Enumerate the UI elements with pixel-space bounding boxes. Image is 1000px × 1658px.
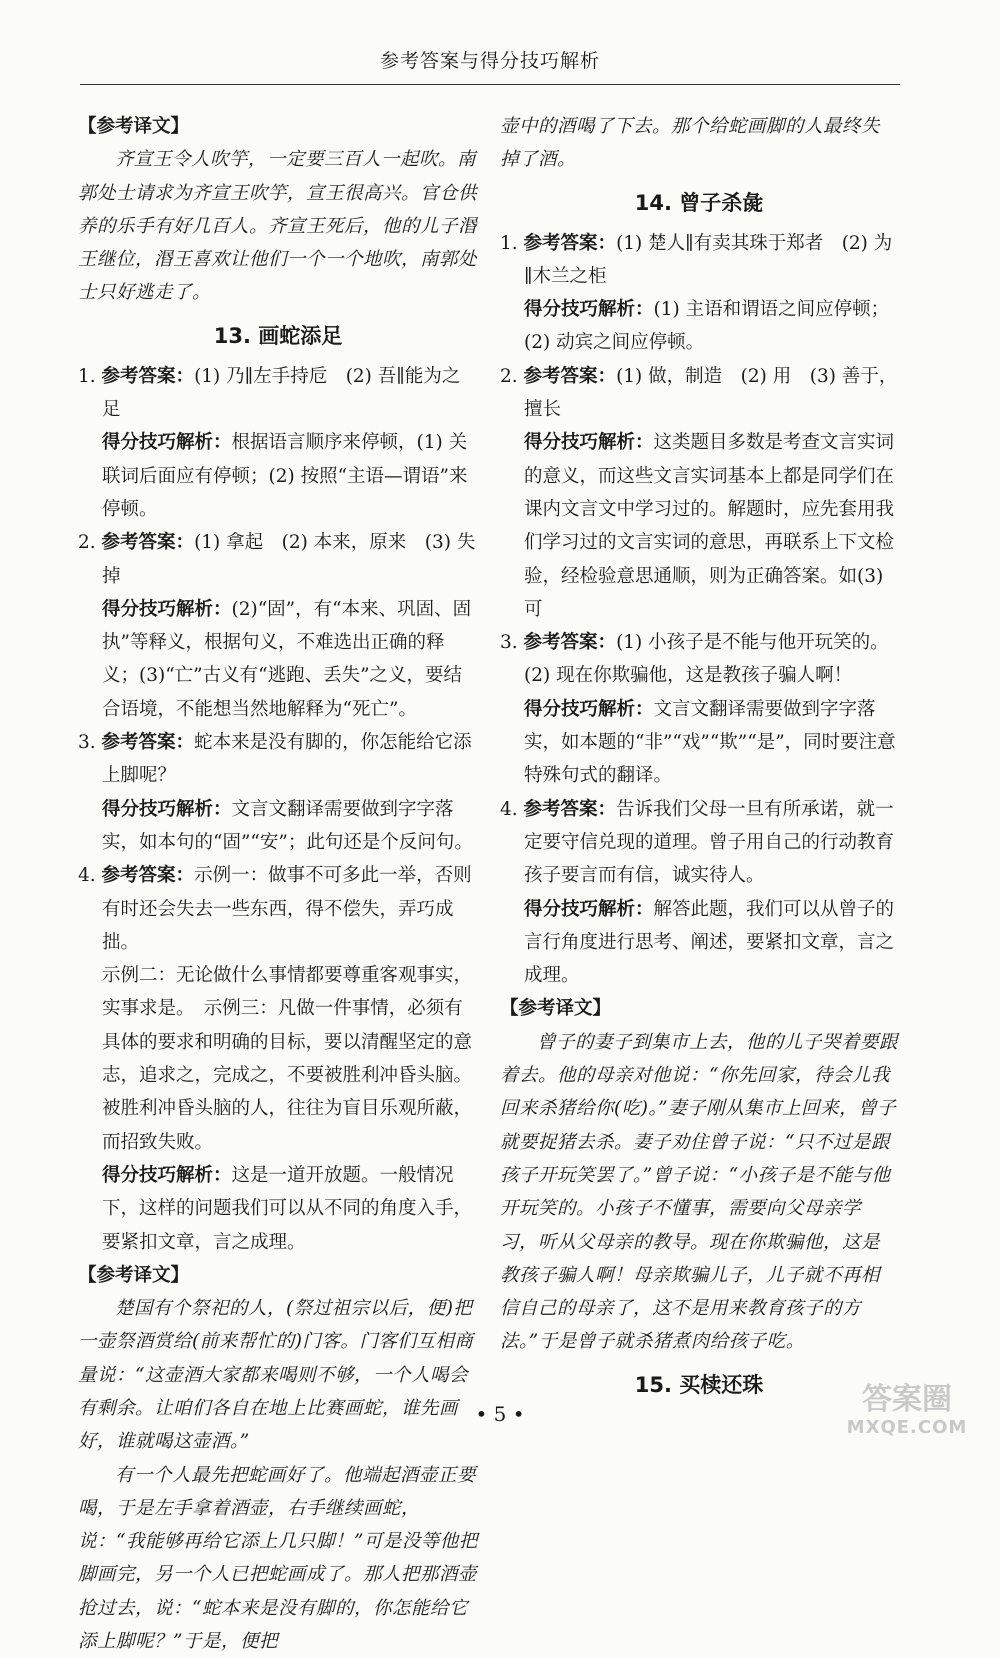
tip-1: 得分技巧解析：(1) 主语和谓语之间应停顿；(2) 动宾之间应停顿。 (524, 299, 890, 354)
answer-2: 2. 参考答案：(1) 拿起 (2) 本来，原来 (3) 失掉 (78, 532, 476, 587)
answer-4: 4. 参考答案：告诉我们父母一旦有所承诺，就一定要守信兑现的道理。曾子用自己的行动教育孩子要言而有信，诚实待人。 (500, 798, 895, 887)
page-header: 参考答案与得分技巧解析 (379, 50, 600, 72)
section-title-13: 13. 画蛇添足 (213, 323, 343, 348)
page-number: • 5 • (475, 1402, 525, 1426)
watermark-logo: 答案圈 MXQE.COM (846, 1382, 968, 1438)
translation-label: 【参考译文】 (78, 116, 190, 137)
translation-label: 【参考译文】 (78, 1264, 190, 1286)
answer-3-part-2: (2) 现在你欺骗他，这是教孩子骗人啊！ (524, 665, 853, 687)
translation-text: 曾子的妻子到集市上去，他的儿子哭着要跟着去。他的母亲对他说：“你先回家，待会儿我回来杀猪给你(吃)。”妻子刚从集市上回来，曾子就要捉猪去杀。妻子劝住曾子说：“只不过是跟孩子开玩笑罢了。”曾子说：“小孩子是不能与他开玩笑的。小孩子不懂事，需要向父母亲学习，听从父母亲的教导。现在你欺骗他，这是教孩子骗人啊！母亲欺骗儿子，儿子就不再相信自己的母亲了，这不是用来教育孩子的方法。”于是曾子就杀猪煮肉给孩子吃。 (500, 1031, 899, 1353)
tip-3: 得分技巧解析：文言文翻译需要做到字字落实，如本句的“固”“安”；此句还是个反问句。 (102, 798, 473, 853)
translation-text: 壶中的酒喝了下去。那个给蛇画脚的人最终失掉了酒。 (500, 116, 881, 171)
translation-text: 有一个人最先把蛇画好了。他端起酒壶正要喝，于是左手拿着酒壶，右手继续画蛇，说：“我能够再给它添上几只脚！”可是没等他把脚画完，另一个人已把蛇画成了。那人把那酒壶抢过去，说：“蛇本来是没有脚的，你怎能给它添上脚呢？”于是，便把 (78, 1464, 478, 1653)
answer-1: 1. 参考答案：(1) 乃∥左手持卮 (2) 吾∥能为之足 (78, 365, 461, 421)
tip-2: 得分技巧解析：这类题目多数是考查文言实词的意义，而这些文言实词基本上都是同学们在课内文言文中学习过的。解题时，应先套用我们学习过的文言实词的意思，再联系上下文检验，经检验意思通顺，则为正确答案。如(3)可 (524, 432, 895, 620)
answer-2: 2. 参考答案：(1) 做，制造 (2) 用 (3) 善于，擅长 (500, 365, 898, 421)
tip-4: 得分技巧解析：这是一道开放题。一般情况下，这样的问题我们可以从不同的角度入手，要紧扣文章，言之成理。 (102, 1164, 473, 1253)
tip-1: 得分技巧解析：根据语言顺序来停顿，(1) 关联词后面应有停顿；(2) 按照“主语—谓语”来停顿。 (102, 432, 468, 520)
answer-4: 4. 参考答案：示例一：做事不可多此一举，否则有时还会失去一些东西，得不偿失，弄巧成拙。 (78, 865, 472, 953)
tip-4: 得分技巧解析：解答此题，我们可以从曾子的言行角度进行思考、阐述，要紧扣文章，言之成理。 (524, 898, 895, 987)
tip-3: 得分技巧解析：文言文翻译需要做到字字落实，如本题的“非”“戏”“欺”“是”，同时要注意特殊句式的翻译。 (524, 698, 896, 787)
translation-text: 齐宣王令人吹竽，一定要三百人一起吹。南郭处士请求为齐宣王吹竽，宣王很高兴。官仓供养的乐手有好几百人。齐宣王死后，他的儿子湣王继位，湣王喜欢让他们一个一个地吹，南郭处士只好逃走了。 (78, 149, 478, 304)
section-title-15: 15. 买椟还珠 (634, 1372, 764, 1397)
answer-3: 3. 参考答案：(1) 小孩子是不能与他开玩笑的。 (500, 632, 889, 654)
translation-text: 楚国有个祭祀的人，(祭过祖宗以后，便)把一壶祭酒赏给(前来帮忙的)门客。门客们互相商量说：“这壶酒大家都来喝则不够，一个人喝会有剩余。让咱们各自在地上比赛画蛇，谁先画好，谁就喝这壶酒。” (78, 1298, 474, 1453)
answer-4-examples: 示例二：无论做什么事情都要尊重客观事实，实事求是。 示例三：凡做一件事情，必须有具体的要求和明确的目标，要以清醒坚定的意志，追求之，完成之，不要被胜利冲昏头脑。被胜利冲昏头脑的人，往往为盲目乐观所蔽，而招致失败。 (102, 965, 473, 1153)
answer-1: 1. 参考答案：(1) 楚人∥有卖其珠于郑者 (2) 为∥木兰之柜 (500, 232, 893, 287)
translation-label: 【参考译文】 (500, 998, 612, 1020)
answer-3: 3. 参考答案：蛇本来是没有脚的，你怎能给它添上脚呢？ (78, 732, 472, 787)
tip-2: 得分技巧解析：(2)“固”，有“本来、巩固、固执”等释义，根据句义，不难选出正确的释义；(3)“亡”古义有“逃跑、丢失”之义，要结合语境，不能想当然地解释为“死亡”。 (102, 598, 472, 720)
right-column (500, 110, 898, 1409)
section-title-14: 14. 曾子杀彘 (634, 190, 764, 215)
header-rule (80, 84, 900, 85)
